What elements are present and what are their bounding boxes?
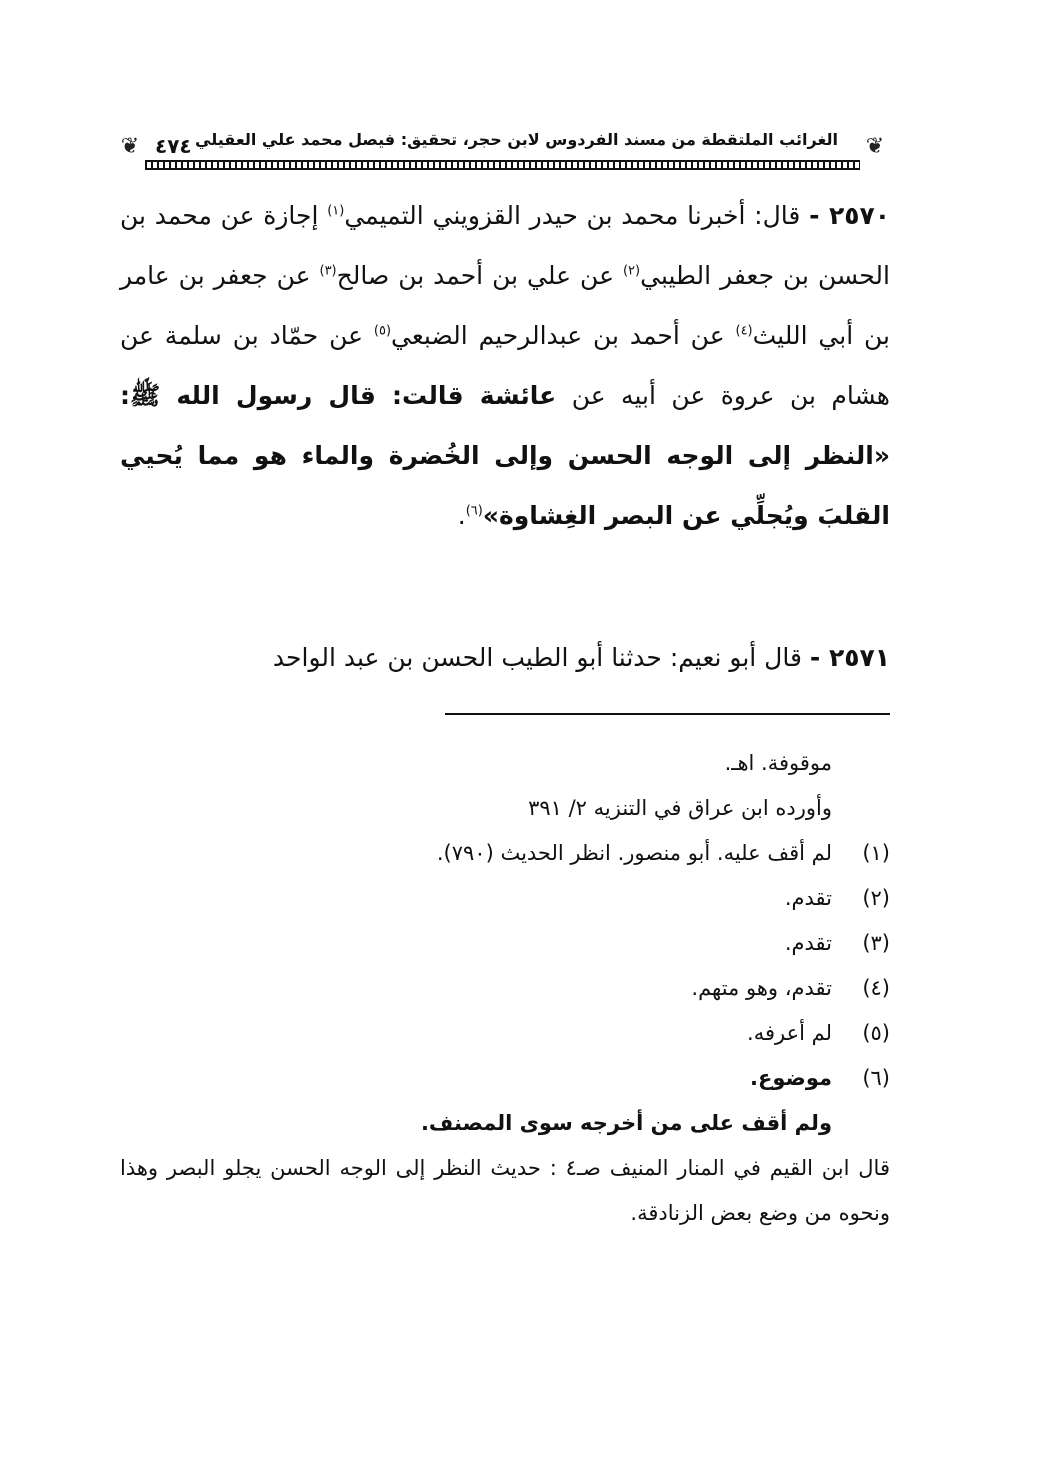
matn-text: عائشة قالت: قال رسول الله ﷺ: «النظر إلى الوجه الحسن وإلى الخُضرة والماء هو مما يُحيي القلبَ ويُجلِّي عن البصر الغِشاوة»	[120, 381, 890, 530]
isnad-text: عن جعفر بن عامر بن أبي الليث	[120, 261, 890, 350]
footnote-number: (٦)	[862, 1066, 890, 1090]
running-title: الغرائب الملتقطة من مسند الفردوس لابن حجر، تحقيق: فيصل محمد علي العقيلي	[195, 130, 838, 149]
page-number: ٤٧٤	[155, 134, 192, 158]
footnote-ref: (٥)	[373, 323, 392, 339]
footnote-continuation: وأورده ابن عراق في التنزيه ٢/ ٣٩١	[528, 796, 832, 820]
footnote-text: تقدم.	[784, 886, 832, 910]
footnote-ref: (١)	[327, 203, 345, 219]
footnote-number: (١)	[862, 841, 890, 865]
footnote-number: (٣)	[862, 931, 890, 955]
footnote-ref: (٤)	[735, 323, 753, 339]
footnote-text: لم أعرفه.	[747, 1021, 832, 1045]
footnote-bold-line: ولم أقف على من أخرجه سوى المصنف.	[420, 1111, 832, 1135]
footnote-ref: (٣)	[319, 263, 337, 279]
hadith-2571	[120, 638, 890, 678]
footnote-separator	[445, 713, 890, 715]
page-header	[115, 124, 890, 174]
footnote-ref: (٦)	[465, 503, 483, 519]
hadith-number: ٢٥٧١ -	[809, 643, 890, 672]
footnote-number: (٢)	[862, 886, 890, 910]
isnad-text: قال أبو نعيم: حدثنا أبو الطيب الحسن بن عبد الواحد	[272, 643, 802, 672]
isnad-text: قال: أخبرنا محمد بن حيدر القزويني التميمي	[344, 201, 801, 230]
footnote-item	[120, 876, 890, 921]
isnad-text: عن علي بن أحمد بن صالح	[336, 261, 614, 290]
footnote-item	[120, 966, 890, 1011]
footnote-item	[120, 1011, 890, 1056]
footnote-item	[120, 831, 890, 876]
header-ornament-icon: ❦	[120, 134, 140, 159]
footnote-item	[120, 1056, 890, 1101]
footnote-number: (٥)	[862, 1021, 890, 1045]
footnotes	[120, 741, 890, 1236]
isnad-text: عن حمّاد بن سلمة عن هشام بن عروة عن أبيه عن	[120, 321, 890, 410]
header-ornament-icon: ❦	[865, 134, 885, 159]
footnote-ref: (٢)	[622, 263, 641, 279]
header-rule	[145, 160, 860, 170]
hadith-number: ٢٥٧٠ -	[809, 201, 891, 230]
isnad-text: عن أحمد بن عبدالرحيم الضبعي	[391, 321, 725, 350]
isnad-text: إجازة عن محمد بن الحسن بن جعفر الطيبي	[120, 201, 890, 290]
footnote-text: تقدم.	[784, 931, 832, 955]
end-mark: .	[457, 501, 466, 530]
footnote-number: (٤)	[862, 976, 890, 1000]
footnote-quote: قال ابن القيم في المنار المنيف صـ٤ : حديث النظر إلى الوجه الحسن يجلو البصر وهذا ونحوه من وضع بعض الزنادقة.	[120, 1156, 890, 1225]
footnote-continuation: موقوفة. اهـ.	[724, 751, 832, 775]
footnote-text: تقدم، وهو متهم.	[691, 976, 832, 1000]
footnote-text: موضوع.	[750, 1066, 832, 1090]
footnote-text: لم أقف عليه. أبو منصور. انظر الحديث (٧٩٠).	[436, 841, 832, 865]
footnote-item	[120, 921, 890, 966]
hadith-2570	[120, 186, 890, 546]
